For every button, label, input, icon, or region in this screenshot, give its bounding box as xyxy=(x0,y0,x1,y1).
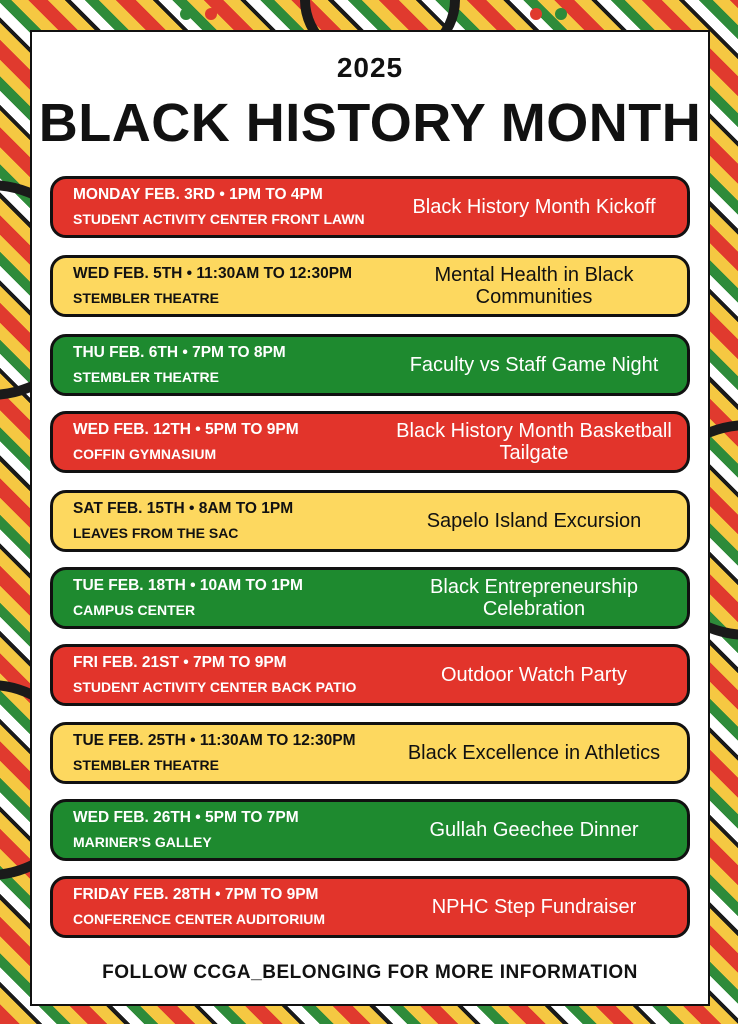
event-date-time: TUE FEB. 25TH • 11:30AM TO 12:30PM xyxy=(73,732,356,749)
event-location: CAMPUS CENTER xyxy=(73,602,196,618)
footer-note: FOLLOW CCGA_BELONGING FOR MORE INFORMATION xyxy=(102,962,638,983)
event-date-time: TUE FEB. 18TH • 10AM TO 1PM xyxy=(73,577,303,594)
event-details xyxy=(53,184,391,230)
event-location: MARINER'S GALLEY xyxy=(73,834,212,850)
border-dot xyxy=(530,8,542,20)
event-location: STEMBLER THEATRE xyxy=(73,757,219,773)
event-date-time: MONDAY FEB. 3RD • 1PM TO 4PM xyxy=(73,186,323,203)
event-row xyxy=(50,876,690,938)
event-schedule-panel xyxy=(30,30,710,1006)
event-row xyxy=(50,176,690,238)
border-dot xyxy=(555,8,567,20)
event-location: STUDENT ACTIVITY CENTER BACK PATIO xyxy=(73,679,357,695)
event-details xyxy=(53,730,391,776)
event-row xyxy=(50,567,690,629)
page-title: BLACK HISTORY MONTH xyxy=(38,93,702,153)
event-location: STUDENT ACTIVITY CENTER FRONT LAWN xyxy=(73,211,365,227)
event-location: STEMBLER THEATRE xyxy=(73,369,219,385)
event-date-time: WED FEB. 5TH • 11:30AM TO 12:30PM xyxy=(73,265,353,282)
event-details xyxy=(53,652,391,698)
event-date-time: WED FEB. 26TH • 5PM TO 7PM xyxy=(73,809,299,826)
event-row xyxy=(50,799,690,861)
event-name: Black History Month Kickoff xyxy=(412,196,656,218)
event-name: Black Entrepreneurship Celebration xyxy=(430,576,638,620)
event-date-time: WED FEB. 12TH • 5PM TO 9PM xyxy=(73,421,299,438)
event-name: Mental Health in Black Communities xyxy=(434,264,634,308)
event-row xyxy=(50,722,690,784)
event-details xyxy=(53,342,391,388)
year-heading: 2025 xyxy=(336,52,404,83)
event-details xyxy=(53,807,391,853)
event-details xyxy=(53,498,391,544)
event-location: COFFIN GYMNASIUM xyxy=(73,446,217,462)
event-date-time: FRI FEB. 21ST • 7PM TO 9PM xyxy=(73,654,287,671)
event-name: Black Excellence in Athletics xyxy=(407,742,661,764)
event-row xyxy=(50,411,690,473)
border-dot xyxy=(180,8,192,20)
event-date-time: FRIDAY FEB. 28TH • 7PM TO 9PM xyxy=(73,886,319,903)
event-location: LEAVES FROM THE SAC xyxy=(73,525,239,541)
event-name: Outdoor Watch Party xyxy=(441,664,627,686)
event-name: NPHC Step Fundraiser xyxy=(431,896,637,918)
event-name: Black History Month Basketball Tailgate xyxy=(396,420,672,464)
event-details xyxy=(53,419,391,465)
border-dot xyxy=(205,8,217,20)
event-date-time: SAT FEB. 15TH • 8AM TO 1PM xyxy=(73,500,294,517)
event-details xyxy=(53,263,391,309)
event-date-time: THU FEB. 6TH • 7PM TO 8PM xyxy=(73,344,286,361)
event-location: CONFERENCE CENTER AUDITORIUM xyxy=(73,911,326,927)
event-details xyxy=(53,575,391,621)
event-name: Faculty vs Staff Game Night xyxy=(409,354,659,376)
event-location: STEMBLER THEATRE xyxy=(73,290,219,306)
event-name: Gullah Geechee Dinner xyxy=(429,819,639,841)
event-row xyxy=(50,644,690,706)
event-row xyxy=(50,255,690,317)
event-details xyxy=(53,884,391,930)
event-name: Sapelo Island Excursion xyxy=(426,510,642,532)
event-row xyxy=(50,334,690,396)
event-row xyxy=(50,490,690,552)
